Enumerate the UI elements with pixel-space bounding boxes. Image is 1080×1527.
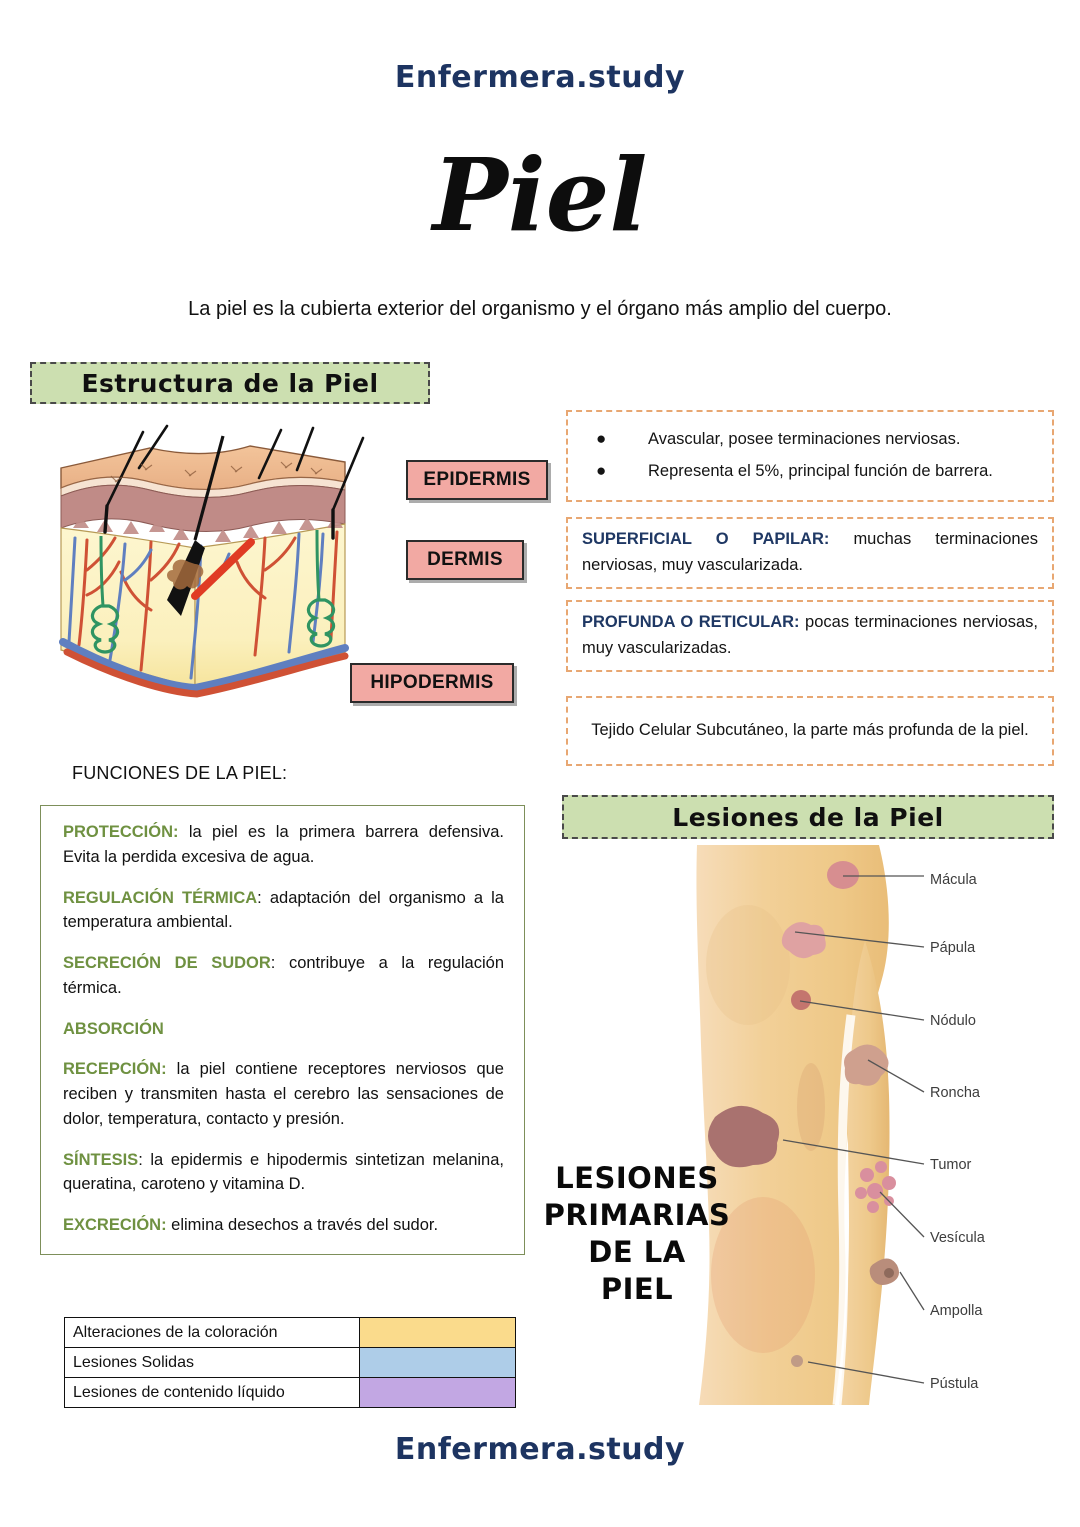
- lesion-label-tumor: Tumor: [930, 1157, 972, 1173]
- info-box-profunda: [566, 600, 1054, 672]
- lesion-label-papula: Pápula: [930, 940, 976, 956]
- funcion-item: [63, 1017, 504, 1042]
- layer-label-epidermis: EPIDERMIS: [406, 460, 548, 500]
- funcion-text: la piel contiene receptores nerviosos que reciben y transmiten hasta el cerebro las sensaciones de dolor, temperatura, contacto y presión.: [63, 1060, 504, 1128]
- info-box-hipodermis: [566, 696, 1054, 766]
- funciones-title: FUNCIONES DE LA PIEL:: [72, 763, 288, 783]
- section-banner-estructura: Estructura de la Piel: [30, 362, 430, 404]
- lesion-label-vesicula: Vesícula: [930, 1230, 985, 1246]
- table-row: [65, 1318, 516, 1348]
- funcion-text: elimina desechos a través del sudor.: [166, 1216, 439, 1234]
- superficial-label: SUPERFICIAL O PAPILAR:: [582, 530, 830, 549]
- funcion-text: : adaptación del organismo a la temperatura ambiental.: [63, 888, 504, 932]
- skin-cross-section-illustration: [45, 420, 375, 710]
- layer-label-hipodermis: HIPODERMIS: [350, 663, 514, 703]
- funcion-label: SÍNTESIS: [63, 1150, 139, 1169]
- brand-footer: Enfermera.study: [394, 1432, 686, 1467]
- info-box-epidermis: [566, 410, 1054, 502]
- overlay-line-1: LESIONES: [555, 1161, 719, 1195]
- legend-swatch-coloracion: [360, 1318, 516, 1348]
- legend-table: [64, 1317, 516, 1408]
- table-row: [65, 1348, 516, 1378]
- lesion-label-roncha: Roncha: [930, 1085, 980, 1101]
- funciones-box: [40, 805, 525, 1255]
- bullet-text: Representa el 5%, principal función de barrera.: [648, 462, 993, 480]
- table-row: [65, 1378, 516, 1408]
- section-banner-lesiones: Lesiones de la Piel: [562, 795, 1054, 839]
- funcion-item: [63, 886, 504, 936]
- funcion-label: SECRECIÓN DE SUDOR: [63, 954, 271, 972]
- superficial-text: muchas terminaciones nerviosas, muy vascularizada.: [582, 530, 1038, 574]
- legend-swatch-solidas: [360, 1348, 516, 1378]
- legend-label: Lesiones Solidas: [65, 1348, 360, 1378]
- bullet-dot-icon: ●: [596, 429, 607, 449]
- funcion-item: [63, 1213, 504, 1238]
- funcion-item: [63, 820, 504, 870]
- legend-label: Lesiones de contenido líquido: [65, 1378, 360, 1408]
- lesiones-arm-illustration: [693, 845, 909, 1405]
- funcion-label: ABSORCIÓN: [63, 1019, 164, 1038]
- lesiones-primarias-overlay: [528, 1160, 746, 1308]
- funcion-item: [63, 1057, 504, 1131]
- brand-header: Enfermera.study: [394, 60, 686, 95]
- page-subtitle: La piel es la cubierta exterior del organismo y el órgano más amplio del cuerpo.: [188, 298, 892, 320]
- bullet-item: [582, 456, 1038, 488]
- overlay-line-3: PIEL: [600, 1272, 674, 1306]
- hipodermis-text: Tejido Celular Subcutáneo, la parte más profunda de la piel.: [591, 721, 1029, 740]
- lesion-label-ampolla: Ampolla: [930, 1303, 983, 1319]
- funcion-text: : contribuye a la regulación térmica.: [63, 954, 504, 997]
- legend-swatch-liquido: [360, 1378, 516, 1408]
- profunda-label: PROFUNDA O RETICULAR:: [582, 613, 800, 632]
- bullet-item: [582, 424, 1038, 456]
- funcion-text: : la epidermis e hipodermis sintetizan melanina, queratina, caroteno y vitamina D.: [63, 1150, 504, 1194]
- info-box-superficial: [566, 517, 1054, 589]
- profunda-text: pocas terminaciones nerviosas, muy vascularizadas.: [582, 613, 1038, 657]
- bullet-text: Avascular, posee terminaciones nerviosas.: [648, 430, 961, 449]
- page-title: Piel: [432, 136, 648, 254]
- funcion-text: la piel es la primera barrera defensiva. Evita la perdida excesiva de agua.: [63, 823, 504, 866]
- funcion-label: PROTECCIÓN:: [63, 823, 179, 841]
- funcion-label: EXCRECIÓN:: [63, 1216, 167, 1234]
- lesion-label-nodulo: Nódulo: [930, 1013, 976, 1029]
- lesion-label-pustula: Pústula: [930, 1376, 979, 1392]
- bullet-dot-icon: ●: [596, 461, 607, 480]
- funcion-label: RECEPCIÓN:: [63, 1060, 167, 1079]
- overlay-line-2: PRIMARIAS DE LA: [543, 1198, 731, 1269]
- legend-label: Alteraciones de la coloración: [65, 1318, 360, 1348]
- funcion-item: [63, 951, 504, 1001]
- lesion-label-macula: Mácula: [930, 872, 977, 888]
- funcion-label: REGULACIÓN TÉRMICA: [63, 888, 258, 907]
- funcion-item: [63, 1148, 504, 1198]
- layer-label-dermis: DERMIS: [406, 540, 524, 580]
